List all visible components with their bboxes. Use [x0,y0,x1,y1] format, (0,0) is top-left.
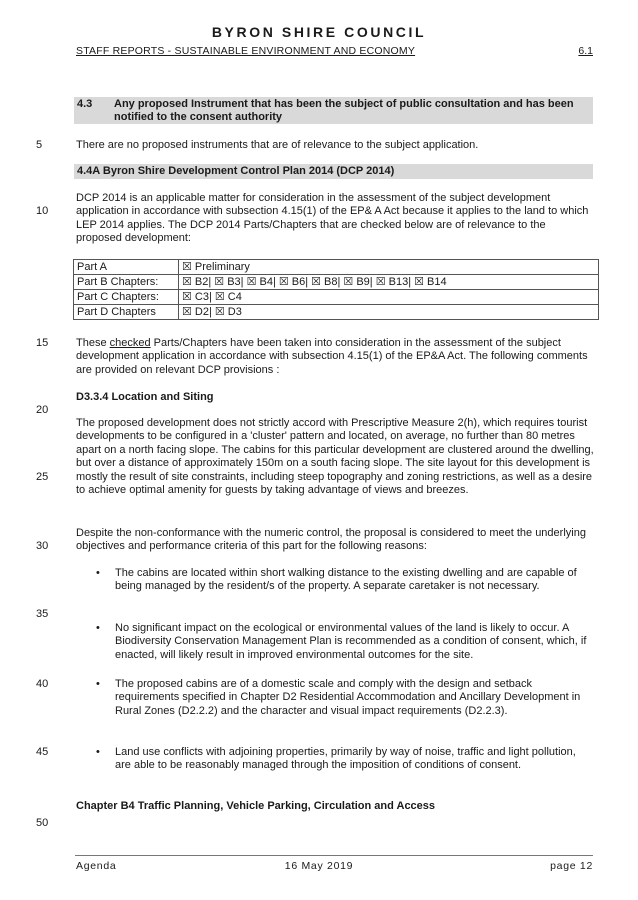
footer-divider [75,855,593,856]
footer-page-number: page 12 [550,860,593,872]
line-number: 35 [36,608,49,620]
section-4-3-number: 4.3 [77,98,93,110]
table-cell-part: Part D Chapters [74,305,179,320]
checked-link-text: checked [109,337,151,349]
considered-text-start: These [76,337,110,349]
bullet-icon: • [96,678,100,690]
table-cell-chapters: ☒ Preliminary [179,260,599,275]
line-number: 15 [36,337,49,349]
table-row [74,305,599,320]
table-cell-part: Part B Chapters: [74,275,179,290]
line-number: 20 [36,404,49,416]
section-4-3-heading [74,97,593,124]
report-subheading: STAFF REPORTS - SUSTAINABLE ENVIRONMENT AND ECONOMY [76,45,416,57]
table-cell-chapters: ☒ B2| ☒ B3| ☒ B4| ☒ B6| ☒ B8| ☒ B9| ☒ B13| ☒ B14 [179,275,599,290]
bullet-item: No significant impact on the ecological or environmental values of the land is likely to occur. A Biodiversity Conservation Management Plan is recommended as a condition of consent, which, if enacted, will likely result in improved environmental outcomes for the site. [115,622,587,661]
line-number: 45 [36,746,49,758]
bullet-item: The proposed cabins are of a domestic scale and comply with the design and setback requirements specified in Chapter D2 Residential Accommodation and Ancillary Development in Rural Zones (D2.2.2) and the character and visual impact requirements (D2.2.3). [115,678,581,717]
line-number: 5 [36,139,43,151]
section-number: 6.1 [578,45,593,57]
section-4-3-body: There are no proposed instruments that are of relevance to the subject application. [76,139,479,151]
bullet-icon: • [96,746,100,758]
bullet-item: The cabins are located within short walking distance to the existing dwelling and are capable of being managed by the resident/s of the property. A separate caretaker is not necessary. [115,567,577,593]
dcp-parts-table [73,259,599,320]
section-4-4a-heading [74,164,593,179]
d3-3-4-paragraph-1: The proposed development does not strictly accord with Prescriptive Measure 2(h), which requires tourist developments to be configured in a 'cluster' pattern and located, on average, no further than 80 metres apart on a north facing slope. The cabins for this particular development are clustered around the dwelling, but over a distance of approximately 150m on a south facing slope. The site layout for this development is mostly the result of site constraints, including steep topography and zoning restrictions, as well as a desire to achieve optimal amenity for guests by taking advantage of views and breezes. [76,417,594,497]
table-row [74,260,599,275]
table-cell-part: Part C Chapters: [74,290,179,305]
section-4-4a-title: 4.4A Byron Shire Development Control Plan 2014 (DCP 2014) [77,165,395,177]
line-number: 10 [36,205,49,217]
line-number: 25 [36,471,49,483]
bullet-icon: • [96,622,100,634]
table-cell-chapters: ☒ C3| ☒ C4 [179,290,599,305]
table-cell-chapters: ☒ D2| ☒ D3 [179,305,599,320]
section-4-3-title: Any proposed Instrument that has been the subject of public consultation and has been notified to the consent authority [114,98,574,123]
section-4-4a-intro: DCP 2014 is an applicable matter for consideration in the assessment of the subject development application in accordance with subsection 4.15(1) of the EP& A Act because it applies to the land to which LEP 2014 applies. The DCP 2014 Parts/Chapters that are checked below are of relevance to the proposed development: [76,192,589,245]
d3-3-4-heading: D3.3.4 Location and Siting [76,391,214,403]
table-row [74,275,599,290]
section-4-4a-considered [76,337,594,377]
footer-agenda: Agenda [76,860,117,872]
considered-text-end: Parts/Chapters have been taken into consideration in the assessment of the subject development application in accordance with subsection 4.15(1) of the EP&A Act. The following comments are provided on relevant DCP provisions : [76,337,588,376]
d3-3-4-paragraph-2: Despite the non-conformance with the numeric control, the proposal is considered to meet the underlying objectives and performance criteria of this part for the following reasons: [76,527,586,553]
footer-date: 16 May 2019 [284,860,354,872]
line-number: 30 [36,540,49,552]
bullet-item: Land use conflicts with adjoining properties, primarily by way of noise, traffic and light pollution, are able to be reasonably managed through the imposition of conditions of consent. [115,746,576,772]
line-number: 50 [36,817,49,829]
bullet-icon: • [96,567,100,579]
chapter-b4-heading: Chapter B4 Traffic Planning, Vehicle Parking, Circulation and Access [76,800,436,812]
council-title: BYRON SHIRE COUNCIL [211,24,427,40]
table-row [74,290,599,305]
line-number: 40 [36,678,49,690]
table-cell-part: Part A [74,260,179,275]
